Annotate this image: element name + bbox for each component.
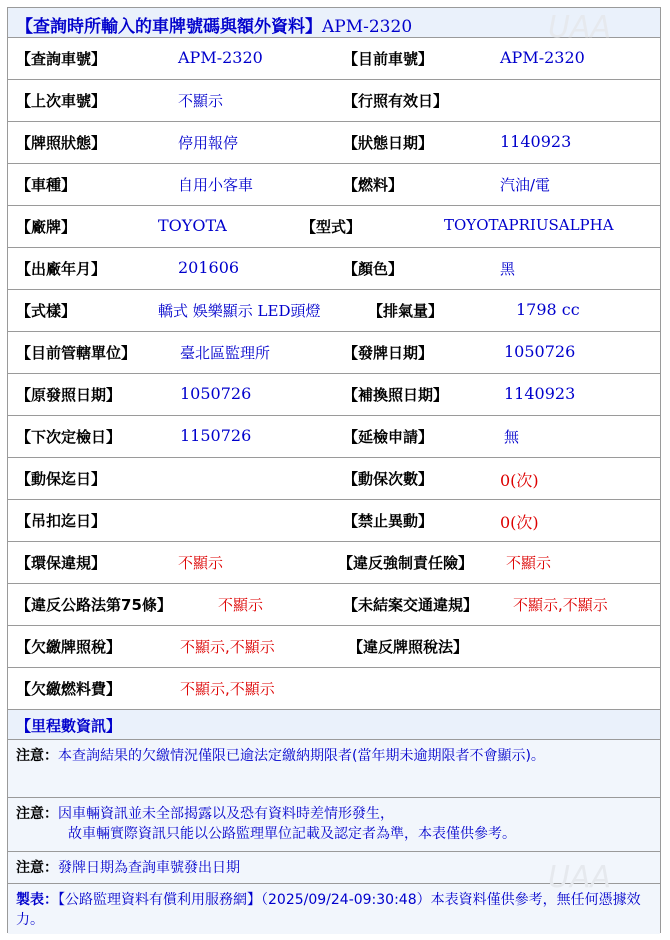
label-brand: 【廠牌】	[16, 218, 77, 236]
label-license-valid-date: 【行照有效日】	[343, 92, 449, 110]
label-insurance-violation: 【違反強制責任險】	[338, 554, 474, 572]
row-previous-plate	[8, 80, 660, 122]
vehicle-info-table	[7, 7, 661, 933]
value-inspection-extension: 無	[504, 428, 520, 446]
value-highway-act-violation: 不顯示	[218, 596, 264, 614]
value-unpaid-fuel-fee: 不顯示,不顯示	[180, 680, 275, 698]
watermark-logo-bottom: UAA	[548, 860, 612, 895]
note-disclaimer-line1: 因車輛資訊並未全部揭露以及恐有資料時差情形發生，	[58, 806, 394, 822]
label-model: 【型式】	[301, 218, 362, 236]
value-vehicle-type: 自用小客車	[178, 176, 254, 194]
note-disclaimer	[8, 798, 660, 852]
value-transfer-ban: 0(次)	[500, 513, 539, 532]
label-license-tax-violation: 【違反牌照稅法】	[348, 638, 469, 656]
label-environmental-violation: 【環保違規】	[16, 554, 107, 572]
row-query-plate	[8, 38, 660, 80]
label-jurisdiction: 【目前管轄單位】	[16, 344, 137, 362]
label-next-inspection: 【下次定檢日】	[16, 428, 122, 446]
value-color: 黑	[500, 260, 516, 278]
row-highway-act	[8, 584, 660, 626]
value-current-plate: APM-2320	[500, 48, 585, 67]
label-color: 【顏色】	[343, 260, 404, 278]
label-query-plate: 【查詢車號】	[16, 50, 107, 68]
label-unpaid-license-tax: 【欠繳牌照稅】	[16, 638, 122, 656]
value-next-inspection: 1150726	[180, 426, 252, 445]
row-vehicle-type	[8, 164, 660, 206]
note-unpaid-label: 注意：	[16, 748, 58, 764]
value-original-license-date: 1050726	[180, 384, 252, 403]
title-plate: APM-2320	[322, 17, 413, 37]
label-manufacture-date: 【出廠年月】	[16, 260, 107, 278]
row-next-inspection	[8, 416, 660, 458]
label-transfer-ban: 【禁止異動】	[343, 512, 434, 530]
label-status-date: 【狀態日期】	[343, 134, 434, 152]
value-chattel-mortgage-count: 0(次)	[500, 471, 539, 490]
value-previous-plate: 不顯示	[178, 92, 224, 110]
note-disclaimer-line2: 故車輛實際資訊只能以公路監理單位記載及認定者為準，本表僅供參考。	[68, 826, 516, 842]
value-brand: TOYOTA	[158, 216, 227, 235]
value-issue-date: 1050726	[504, 342, 576, 361]
mileage-section-title: 【里程數資訊】	[16, 717, 122, 735]
row-chattel-mortgage	[8, 458, 660, 500]
value-open-traffic-violation: 不顯示,不顯示	[513, 596, 608, 614]
value-plate-status: 停用報停	[178, 134, 239, 152]
note-issue-date	[8, 852, 660, 884]
watermark-logo-top: UAA	[548, 10, 612, 45]
value-manufacture-date: 201606	[178, 258, 240, 277]
row-manufacture-date	[8, 248, 660, 290]
footer-label: 製表：	[16, 892, 58, 908]
row-original-license-date	[8, 374, 660, 416]
label-fuel: 【燃料】	[343, 176, 404, 194]
label-open-traffic-violation: 【未結案交通違規】	[343, 596, 479, 614]
value-unpaid-license-tax: 不顯示,不顯示	[180, 638, 275, 656]
value-displacement: 1798 cc	[516, 300, 580, 319]
row-suspension	[8, 500, 660, 542]
label-chattel-mortgage-count: 【動保次數】	[343, 470, 434, 488]
value-fuel: 汽油/電	[500, 176, 551, 194]
label-highway-act-violation: 【違反公路法第75條】	[16, 596, 172, 614]
label-suspension-end: 【吊扣迄日】	[16, 512, 107, 530]
label-inspection-extension: 【延檢申請】	[343, 428, 434, 446]
title-text: 【查詢時所輸入的車牌號碼與額外資料】	[16, 17, 322, 37]
label-plate-status: 【牌照狀態】	[16, 134, 107, 152]
note-disclaimer-label: 注意：	[16, 806, 58, 822]
row-body-style	[8, 290, 660, 332]
value-environmental-violation: 不顯示	[178, 554, 224, 572]
label-body-style: 【式樣】	[16, 302, 77, 320]
mileage-section-header	[8, 710, 660, 740]
footer-text: 【公路監理資料有償利用服務網】（2025/09/24-09:30:48）本表資料僅供參考，無任何憑據效力。	[16, 892, 641, 928]
label-reissue-date: 【補換照日期】	[343, 386, 449, 404]
row-jurisdiction	[8, 332, 660, 374]
header-band	[8, 8, 660, 38]
value-jurisdiction: 臺北區監理所	[180, 344, 271, 362]
note-issue-date-text: 發牌日期為查詢車號發出日期	[58, 860, 240, 876]
note-unpaid-text: 本查詢結果的欠繳情況僅限已逾法定繳納期限者(當年期未逾期限者不會顯示)。	[58, 748, 545, 764]
row-brand	[8, 206, 660, 248]
value-body-style: 轎式 娛樂顯示 LED頭燈	[158, 302, 321, 320]
row-environmental	[8, 542, 660, 584]
value-model: TOYOTAPRIUSALPHA	[444, 216, 614, 234]
label-current-plate: 【目前車號】	[343, 50, 434, 68]
row-fuel-fee	[8, 668, 660, 710]
note-issue-date-label: 注意：	[16, 860, 58, 876]
label-chattel-mortgage-end: 【動保迄日】	[16, 470, 107, 488]
value-query-plate: APM-2320	[178, 48, 263, 67]
label-unpaid-fuel-fee: 【欠繳燃料費】	[16, 680, 122, 698]
label-issue-date: 【發牌日期】	[343, 344, 434, 362]
label-previous-plate: 【上次車號】	[16, 92, 107, 110]
row-license-tax	[8, 626, 660, 668]
label-vehicle-type: 【車種】	[16, 176, 77, 194]
row-plate-status	[8, 122, 660, 164]
footer	[8, 884, 660, 934]
label-displacement: 【排氣量】	[368, 302, 444, 320]
note-unpaid	[8, 740, 660, 798]
value-reissue-date: 1140923	[504, 384, 576, 403]
value-status-date: 1140923	[500, 132, 572, 151]
label-original-license-date: 【原發照日期】	[16, 386, 122, 404]
page-title	[16, 12, 412, 37]
value-insurance-violation: 不顯示	[506, 554, 552, 572]
